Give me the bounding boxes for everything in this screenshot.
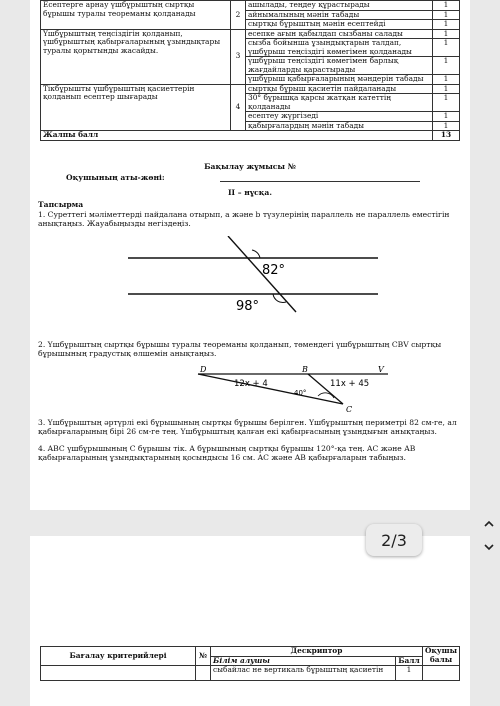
points-cell: 1	[433, 20, 460, 30]
criteria-table	[40, 0, 460, 141]
descriptor-cell: сыртқы бұрыш қасиетін пайдаланады	[246, 84, 433, 94]
table-row	[41, 1, 460, 11]
arc-top	[252, 250, 260, 258]
student-label: Оқушының аты-жөні:	[66, 173, 165, 182]
points-cell: 1	[433, 75, 460, 85]
document-page-1	[30, 0, 470, 510]
page-indicator: 2/3	[366, 524, 422, 556]
total-row	[41, 131, 460, 141]
criterion-cell: Тікбұрышты үшбұрыштың қасиеттерін қолданып есептер шығарады	[41, 84, 231, 131]
name-line	[220, 181, 420, 182]
points-cell: 1	[433, 112, 460, 122]
descriptor-cell: сыртқы бұрыштың мәнін есептейді	[246, 20, 433, 30]
points-cell: 1	[433, 10, 460, 20]
figure-2-triangle	[178, 364, 418, 420]
criterion-number: 4	[231, 84, 246, 131]
figure-1-parallel-lines	[128, 236, 388, 314]
points-cell: 1	[433, 1, 460, 11]
question-4: 4. ABC үшбұрышының C бұрышы тік. A бұрышының сыртқы бұрышы 120°-қа тең. AC және AB қабырғаларының ұзындықтарының қосындысы 16 см. AC және AB қабырғаларын табыңыз.	[38, 444, 416, 463]
descriptor-cell: 30° бұрышқа қарсы жатқан катеттің қолданады	[246, 94, 433, 112]
descriptor-cell: ашылады, теңдеу құрастырады	[246, 1, 433, 11]
descriptor-cell: есепке ағын қабылдап сызбаны салады	[246, 29, 433, 39]
points-cell: 1	[433, 57, 460, 75]
chevron-up-icon	[484, 519, 494, 529]
points-header: Балл	[395, 656, 422, 666]
points-cell: 1	[433, 94, 460, 112]
first-descriptor: сыбайлас не вертикаль бұрыштың қасиетін	[211, 666, 396, 681]
chevron-down-icon	[484, 542, 494, 552]
descriptor-cell: қабырғалардың мәнін табады	[246, 121, 433, 131]
angle-98-label: 98°	[236, 299, 260, 314]
expr-right: 11x + 45	[330, 379, 370, 389]
question-2: 2. Үшбұрыштың сыртқы бұрышы туралы теореманы қолданып, төмендегі үшбұрыштың CBV сыртқы бұрышының градустық өлшемін анықтаңыз.	[38, 340, 442, 359]
descriptor-cell: есептеу жүргізеді	[246, 112, 433, 122]
criteria-table-2: Бағалау критерийлері № Дескриптор Оқушы балы Білім алушы Балл сыбайлас не вертикаль бұрыштың қасиетін 1	[40, 646, 460, 681]
criteria-header: Бағалау критерийлері	[41, 647, 196, 666]
point-b: B	[302, 365, 308, 374]
descriptor-header: Дескриптор	[211, 647, 423, 657]
point-c: C	[346, 405, 353, 414]
num-header: №	[196, 647, 211, 666]
document-page-2	[30, 536, 470, 706]
descriptor-cell: айнымалының мәнін табады	[246, 10, 433, 20]
points-cell: 1	[433, 121, 460, 131]
segment-dc	[198, 374, 343, 404]
descriptor-cell: үшбұрыш қабырғаларының мәндерін табады	[246, 75, 433, 85]
angle-82-label: 82°	[262, 263, 286, 278]
question-3: 3. Үшбұрыштың әртүрлі екі бұрышының сыртқы бұрышы берілген. Үшбұрыштың периметрі 82 см-ге, ал қабырғаларының бірі 26 см-ге тең. Үшбұрыштың қалған екі қабырғасының ұзындығын анықтаңыз.	[38, 418, 457, 437]
point-v: V	[378, 365, 384, 374]
criterion-number: 3	[231, 29, 246, 84]
angle-40-label: 40°	[294, 389, 307, 397]
points-cell: 1	[433, 29, 460, 39]
descriptor-cell: үшбұрыш теңсіздігі көмегімен барлық жағдайларды қарастырады	[246, 57, 433, 75]
question-1: 1. Суреттегі мәліметтерді пайдалана отырып, a және b түзулерінің параллель не параллель еместігін анықтаңыз. Жауабыңызды негіздеңіз.	[38, 210, 450, 229]
pupil-header: Оқушы балы	[422, 647, 459, 666]
descriptor-cell: сызба бойынша ұзындықтарын талдап, үшбұрыш теңсіздігі көмегімен қолданады	[246, 39, 433, 57]
points-cell: 1	[433, 39, 460, 57]
point-d: D	[200, 365, 207, 374]
scroll-down-button[interactable]	[484, 542, 494, 552]
criterion-cell: Үшбұрыштың теңсіздігін қолданып, үшбұрыштың қабырғаларының ұзындықтары туралы қорытынды жасайды.	[41, 29, 231, 84]
expr-left: 12x + 4	[234, 379, 268, 389]
variant-label: II – нұсқа.	[228, 188, 272, 197]
student-subheader: Білім алушы	[211, 656, 396, 666]
points-cell: 1	[433, 84, 460, 94]
work-title: Бақылау жұмысы №	[204, 162, 296, 171]
task-label: Тапсырма	[38, 200, 84, 209]
total-label: Жалпы балл	[41, 131, 433, 141]
scroll-up-button[interactable]	[484, 519, 494, 529]
criterion-cell: Есептерге арнау үшбұрыштың сыртқы бұрышы туралы теореманы қолданады	[41, 1, 231, 30]
total-value: 13	[433, 131, 460, 141]
criterion-number: 2	[231, 1, 246, 30]
